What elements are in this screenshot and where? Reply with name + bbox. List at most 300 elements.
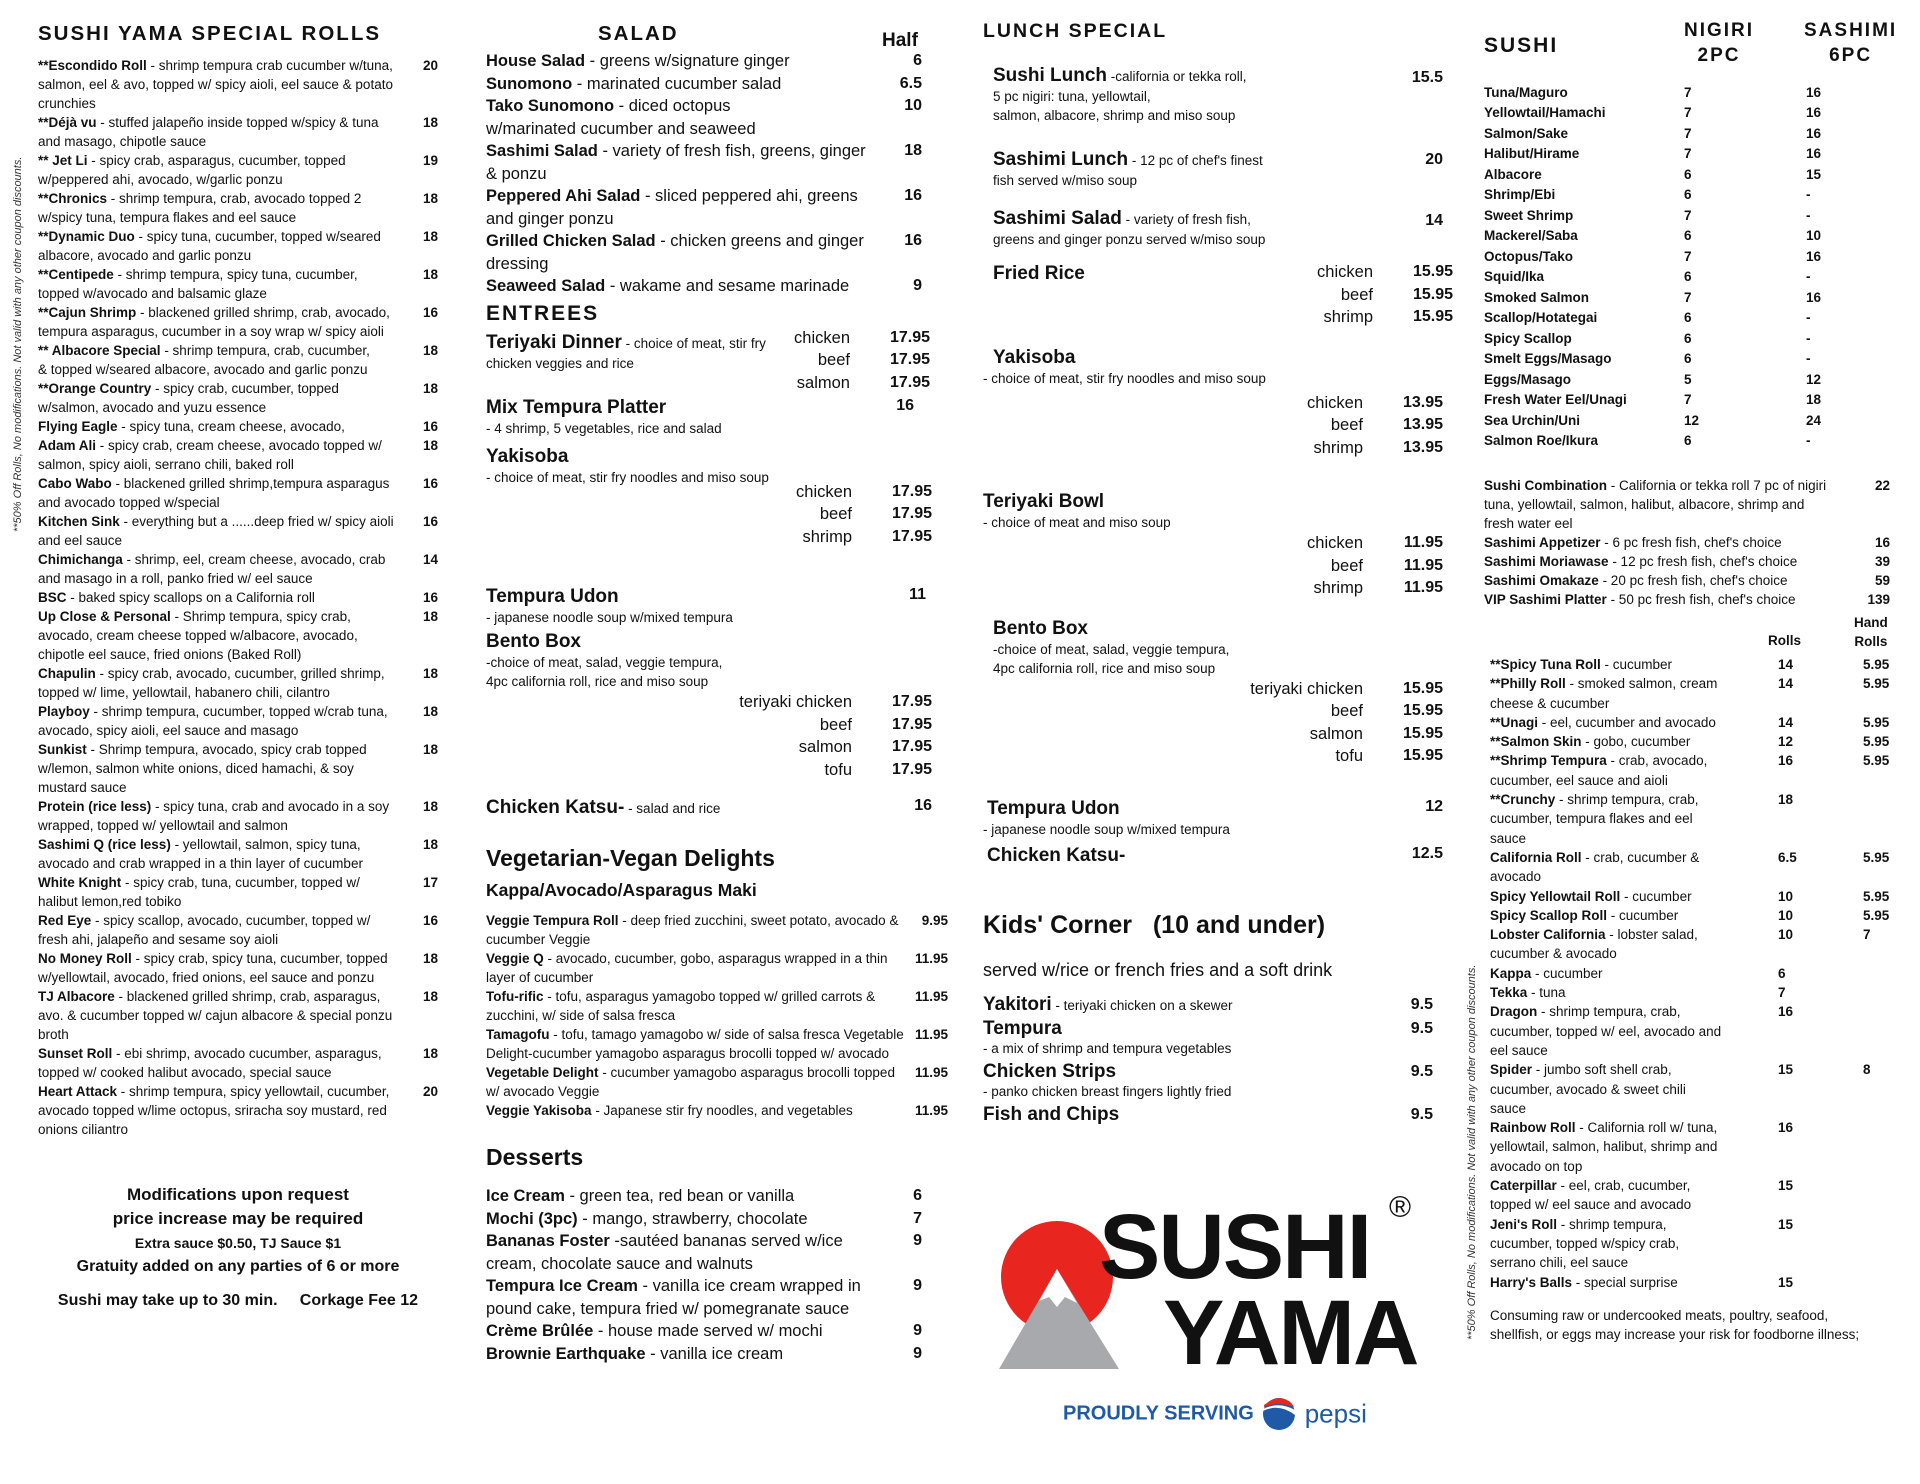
sashimi-price: - (1806, 351, 1811, 367)
sushi-name: Fresh Water Eel/Unagi (1484, 392, 1627, 408)
sushi-name: Octopus/Tako (1484, 248, 1574, 264)
salad-item-desc: - variety of fresh fish, greens, ginger & ponzu (486, 142, 866, 183)
salad-item-desc: - marinated cucumber salad (572, 74, 782, 93)
kids-subtitle: served w/rice or french fries and a soft drink (983, 959, 1333, 980)
teriyaki-options (770, 329, 930, 397)
entree-bento-box (486, 631, 952, 783)
special-roll-item-name: Cabo Wabo (38, 476, 112, 491)
special-roll-item-name: **Déjà vu (38, 115, 97, 130)
bento-option-name: tofu (824, 760, 852, 779)
special-roll-item-price: 20 (422, 1084, 438, 1099)
veg-subtitle: Kappa/Avocado/Asparagus Maki (486, 880, 757, 900)
special-roll-item-desc: - shrimp tempura, spicy yellowtail, cucumber, avocado topped w/lime octopus, sriracha soy mustard, red onions ciliantro (38, 1084, 390, 1137)
roll-price: 16 (1778, 1120, 1794, 1136)
teriyaki-option-name: beef (817, 351, 850, 369)
sashimi-price: 16 (1806, 125, 1822, 141)
veg-item-price: 11.95 (914, 951, 948, 966)
special-roll-item (38, 436, 438, 474)
special-roll-item (38, 113, 438, 151)
teriyaki-bowl-desc: - choice of meat and miso soup (983, 515, 1171, 530)
veg-item-price: 11.95 (914, 989, 948, 1004)
fried-rice-option-price: 15.95 (1412, 308, 1453, 325)
roll-item (1490, 887, 1890, 906)
roll-price: 6 (1778, 965, 1786, 981)
sushi-name: Eggs/Masago (1484, 371, 1572, 387)
combo-item-desc: - 50 pc fresh fish, chef's choice (1606, 592, 1796, 607)
hand-roll-price: 5.95 (1863, 734, 1890, 750)
veg-item-name: Veggie Q (486, 951, 544, 966)
lunch-yakisoba-desc: - choice of meat, stir fry noodles and miso soup (983, 370, 1266, 386)
fried-rice-option-name: beef (1340, 285, 1373, 304)
dessert-item-desc: -sautéed bananas served w/ice cream, chocolate sauce and walnuts (486, 1232, 843, 1273)
special-roll-item-name: Adam Ali (38, 438, 97, 453)
special-roll-item (38, 664, 438, 702)
veg-item (486, 987, 948, 1025)
sushi-name: Albacore (1484, 166, 1542, 182)
salad-item-price: 6 (913, 52, 922, 69)
teriyaki-bowl-name: Teriyaki Bowl (983, 491, 1105, 512)
combo-item (1484, 476, 1890, 533)
special-roll-item (38, 550, 438, 588)
dessert-item (486, 1185, 932, 1208)
roll-item (1490, 732, 1890, 751)
teriyaki-option-price: 17.95 (889, 328, 930, 346)
entree-chicken-katsu (486, 797, 952, 819)
salad-item (486, 95, 932, 140)
special-roll-item-desc: - shrimp tempura crab cucumber w/tuna, salmon, eel & avo, topped w/ spicy aioli, eel sauce & potato crunchies (38, 58, 393, 111)
nigiri-price: 7 (1684, 392, 1692, 408)
special-roll-item-desc: - spicy crab, spicy tuna, cucumber, topped w/yellowtail, avocado, fried onions, eel sauce and ponzu (38, 951, 388, 985)
lunch-udon-desc: - japanese noodle soup w/mixed tempura (983, 821, 1230, 837)
combo-item (1484, 533, 1890, 552)
combo-list (1484, 476, 1890, 609)
nigiri-price: 6 (1684, 351, 1692, 367)
lunch-yakisoba-option (1273, 439, 1443, 462)
salad-item (486, 185, 932, 230)
hand-rolls-header: Hand Rolls (1854, 615, 1888, 649)
special-roll-item (38, 56, 438, 113)
pepsi-banner (1063, 1397, 1453, 1437)
salad-list (486, 50, 932, 298)
sushi-name: Spicy Scallop (1484, 330, 1572, 346)
veg-item-name: Veggie Tempura Roll (486, 913, 619, 928)
salad-title: SALAD (598, 22, 679, 45)
lunch-yakisoba-option-price: 13.95 (1402, 416, 1443, 433)
teriyaki-dinner-desc: - choice of meat, stir fry chicken veggies and rice (486, 335, 766, 371)
dessert-item (486, 1230, 932, 1275)
roll-name: Spicy Yellowtail Roll (1490, 888, 1621, 904)
combo-item (1484, 571, 1890, 590)
special-roll-item-desc: - yellowtail, salmon, spicy tuna, avocado and crab wrapped in a thin layer of cucumber (38, 837, 363, 871)
salad-item (486, 230, 932, 275)
special-roll-item-name: **Chronics (38, 191, 108, 206)
bento-option-name: salmon (798, 738, 852, 756)
roll-price: 18 (1778, 792, 1794, 808)
special-roll-item-desc: - everything but a ......deep fried w/ spicy aioli and eel sauce (38, 514, 394, 548)
fried-rice-options (1283, 263, 1453, 331)
lunch-bento-option (1219, 747, 1443, 770)
special-roll-item-price: 18 (422, 438, 438, 453)
kids-item-desc: - teriyaki chicken on a skewer (1051, 997, 1233, 1013)
roll-list (1490, 655, 1904, 1292)
roll-desc: - gobo, cucumber (1581, 734, 1691, 750)
entree-yakisoba-name: Yakisoba (486, 445, 569, 467)
kids-item-name: Yakitori (983, 993, 1052, 1015)
special-roll-item-desc: - shrimp tempura, spicy tuna, cucumber, topped w/avocado and balsamic glaze (38, 267, 358, 301)
special-roll-item-name: Sunkist (38, 742, 87, 757)
dessert-item-price: 6 (913, 1187, 922, 1204)
roll-price: 10 (1778, 907, 1794, 923)
teriyaki-dinner (486, 329, 952, 393)
sashimi-price: 16 (1806, 289, 1822, 305)
roll-item (1490, 1002, 1794, 1060)
sashimi-price: 15 (1806, 166, 1822, 182)
lunch-bento-option-name: teriyaki chicken (1250, 679, 1363, 698)
roll-price: 16 (1778, 753, 1794, 769)
kids-item (983, 1062, 1443, 1101)
entree-udon-price: 11 (909, 586, 926, 603)
special-roll-item-name: White Knight (38, 875, 122, 890)
teriyaki-bowl-option-name: chicken (1307, 534, 1363, 552)
fried-rice-option-price: 15.95 (1412, 285, 1453, 303)
sushi-column (1484, 0, 1904, 1345)
roll-desc: - cucumber (1620, 888, 1692, 904)
fried-rice-name: Fried Rice (993, 263, 1085, 284)
hand-roll-price: 8 (1863, 1062, 1871, 1078)
special-roll-item (38, 987, 438, 1044)
kids-item (983, 995, 1443, 1015)
lunch-bento-option-name: beef (1330, 702, 1363, 720)
special-roll-item-desc: - blackened grilled shrimp,tempura asparagus and avocado topped w/special (38, 476, 390, 510)
lunch-katsu-price: 12.5 (1411, 844, 1443, 862)
roll-item (1490, 983, 1786, 1002)
hand-roll-price: 5.95 (1863, 907, 1890, 923)
pepsi-globe-icon (1262, 1397, 1296, 1431)
lunch-bento-option-price: 15.95 (1402, 702, 1443, 719)
combo-item-name: Sashimi Moriawase (1484, 554, 1609, 569)
dessert-item-price: 9 (913, 1277, 922, 1294)
nigiri-price: 6 (1684, 433, 1692, 449)
nigiri-price: 6 (1684, 166, 1692, 182)
teriyaki-bowl-option-name: shrimp (1313, 579, 1363, 597)
teriyaki-bowl-option (1267, 557, 1443, 580)
entree-yakisoba (486, 446, 952, 551)
kids-item-price: 9.5 (1410, 1019, 1433, 1037)
special-roll-item-desc: - Shrimp tempura, spicy crab, avocado, cream cheese topped w/albacore, avocado, chipotle eel sauce, fried onions (Baked Roll) (38, 609, 358, 662)
kids-item-desc: - panko chicken breast fingers lightly fried (983, 1083, 1232, 1099)
special-roll-item-price: 19 (422, 153, 438, 168)
sushi-row (1484, 205, 1866, 226)
nigiri-price: 6 (1684, 310, 1692, 326)
dessert-item-price: 7 (913, 1209, 922, 1227)
sushi-lunch (983, 65, 1453, 125)
sushi-row (1484, 164, 1866, 185)
nigiri-price: 6 (1684, 330, 1692, 346)
special-roll-item (38, 873, 438, 911)
registered-mark: ® (1389, 1190, 1412, 1224)
fried-rice-option-name: shrimp (1323, 308, 1373, 326)
salad-item-name: Peppered Ahi Salad (486, 187, 641, 205)
dessert-item-desc: - vanilla ice cream (645, 1344, 784, 1363)
nigiri-price: 5 (1684, 371, 1692, 387)
salad-item-price: 16 (904, 232, 922, 249)
special-roll-item-desc: - shrimp tempura, crab, avocado topped 2 w/spicy tuna, tempura flakes and eel sauce (38, 191, 362, 225)
salad-item (486, 275, 932, 298)
teriyaki-option (770, 329, 930, 352)
sushi-row (1484, 103, 1866, 124)
kids-list (983, 995, 1443, 1125)
kids-item (983, 1019, 1443, 1058)
salad-item-name: Sashimi Salad (486, 142, 598, 160)
lunch-fried-rice (983, 263, 1453, 331)
sushi-row (1484, 246, 1866, 267)
special-roll-item-price: 16 (422, 305, 438, 320)
special-rolls-column (38, 0, 438, 1313)
lunch-udon-name: Tempura Udon (987, 797, 1120, 819)
roll-price: 12 (1778, 734, 1794, 750)
special-roll-item-desc: - blackened grilled shrimp, crab, avocado, tempura asparagus, cucumber in a soy wrap w/ spicy aioli (38, 305, 390, 339)
kids-item-price: 9.5 (1410, 1105, 1433, 1123)
sushi-row (1484, 226, 1866, 247)
lunch-yakisoba-option-price: 13.95 (1402, 393, 1443, 411)
sushi-name: Mackerel/Saba (1484, 228, 1578, 244)
veg-item-name: Veggie Yakisoba (486, 1103, 592, 1118)
special-roll-item-name: Sunset Roll (38, 1046, 113, 1061)
salad-item (486, 50, 932, 73)
veg-item-desc: - Japanese stir fry noodles, and vegetables (591, 1103, 853, 1118)
combo-item-name: Sashimi Appetizer (1484, 535, 1601, 550)
special-roll-item-name: **Escondido Roll (38, 58, 147, 73)
lunch-sashimi-salad-desc: - variety of fresh fish, greens and ginger ponzu served w/miso soup (993, 212, 1266, 247)
lunch-teriyaki-bowl (983, 491, 1453, 602)
salad-item-name: Tako Sunomono (486, 97, 615, 115)
special-roll-item-price: 18 (422, 191, 438, 206)
lunch-yakisoba-option (1273, 394, 1443, 417)
lunch-chicken-katsu (983, 845, 1453, 867)
sashimi-price: 16 (1806, 146, 1822, 162)
lunch-bento-option (1219, 680, 1443, 703)
bento-options (712, 693, 932, 783)
veg-item-price: 11.95 (914, 1027, 948, 1042)
special-roll-item-name: Heart Attack (38, 1084, 118, 1099)
sushi-row (1484, 369, 1866, 390)
roll-price: 10 (1778, 927, 1794, 943)
special-roll-item-name: Chimichanga (38, 552, 123, 567)
kids-item-price: 9.5 (1410, 995, 1433, 1013)
dessert-item-name: Brownie Earthquake (486, 1344, 646, 1363)
veg-item-desc: - tofu, asparagus yamagobo topped w/ grilled carrots & zucchini, w/ side of salsa fresca (486, 989, 876, 1023)
combo-item-desc: - 12 pc fresh fish, chef's choice (1608, 554, 1798, 569)
special-roll-item-price: 17 (422, 875, 438, 890)
special-roll-item-price: 18 (422, 267, 438, 282)
roll-name: Caterpillar (1490, 1178, 1557, 1194)
teriyaki-bowl-option-price: 11.95 (1403, 556, 1443, 574)
roll-name: **Spicy Tuna Roll (1490, 657, 1601, 672)
roll-item (1490, 655, 1890, 674)
entree-katsu-desc: - salad and rice (624, 801, 721, 816)
dessert-item-desc: - vanilla ice cream wrapped in pound cake, tempura fried w/ pomegranate sauce (486, 1277, 861, 1318)
lunch-katsu-name: Chicken Katsu- (987, 844, 1126, 866)
pepsi-tagline: PROUDLY SERVING (1063, 1402, 1254, 1424)
veg-item-price: 11.95 (914, 1065, 948, 1080)
hand-roll-price: 5.95 (1863, 849, 1890, 865)
veg-item-name: Tamagofu (486, 1027, 550, 1042)
salad-item-name: Grilled Chicken Salad (486, 232, 656, 250)
nigiri-price: 6 (1684, 269, 1692, 285)
special-roll-item (38, 512, 438, 550)
salad-item-desc: - diced octopus w/marinated cucumber and seaweed (486, 97, 756, 138)
teriyaki-bowl-option-price: 11.95 (1403, 534, 1443, 551)
special-roll-item-name: **Cajun Shrimp (38, 305, 137, 320)
sushi-name: Sea Urchin/Uni (1484, 412, 1581, 428)
sashimi-price: 16 (1806, 248, 1822, 264)
special-roll-item-price: 18 (422, 742, 438, 757)
roll-price: 14 (1778, 714, 1794, 730)
sashimi-price: - (1806, 433, 1811, 449)
special-roll-item-price: 18 (422, 666, 438, 681)
special-roll-item-desc: - spicy crab, avocado, cucumber, grilled shrimp, topped w/ lime, yellowtail, habanero chili, cilantro (38, 666, 385, 700)
roll-price: 16 (1778, 1004, 1794, 1020)
fried-rice-option (1283, 263, 1453, 286)
roll-item (1490, 925, 1871, 964)
lunch-bento-desc: -choice of meat, salad, veggie tempura, 4pc california roll, rice and miso soup (993, 641, 1230, 676)
yakisoba-options (778, 483, 932, 551)
roll-name: Dragon (1490, 1004, 1538, 1020)
veg-item (486, 1101, 948, 1120)
dessert-item-name: Mochi (3pc) (486, 1209, 578, 1228)
kids-item-name: Chicken Strips (983, 1060, 1117, 1082)
roll-name: California Roll (1490, 849, 1582, 865)
sushi-name: Salmon Roe/Ikura (1484, 433, 1599, 449)
sushi-name: Shrimp/Ebi (1484, 187, 1556, 203)
roll-name: **Salmon Skin (1490, 734, 1582, 750)
lunch-yakisoba-option-name: chicken (1307, 393, 1363, 412)
veg-item-desc: - deep fried zucchini, sweet potato, avocado & cucumber Veggie (486, 913, 899, 947)
salad-item-desc: - wakame and sesame marinade (605, 277, 850, 295)
dessert-item-desc: - mango, strawberry, chocolate (577, 1209, 808, 1228)
salad-item-desc: - greens w/signature ginger (585, 52, 790, 70)
roll-name: **Unagi (1490, 714, 1539, 730)
yakisoba-option-name: shrimp (802, 527, 852, 546)
lunch-bento-box (983, 618, 1453, 770)
salad-half-label: Half (882, 30, 918, 51)
veg-item-desc: - tofu, tamago yamagobo w/ side of salsa fresca Vegetable Delight-cucumber yamagobo asparagus brocolli topped w/ avocado (486, 1027, 904, 1061)
special-roll-item-desc: - spicy tuna, cream cheese, avocado, (117, 419, 345, 434)
bento-option-price: 17.95 (891, 738, 932, 755)
rolls-header: Rolls (1768, 633, 1802, 648)
nigiri-price: 12 (1684, 412, 1700, 428)
nigiri-price: 6 (1684, 187, 1692, 203)
veg-item (486, 1025, 948, 1063)
sashimi-lunch-desc: - 12 pc of chef's finest fish served w/miso soup (993, 153, 1263, 188)
entree-bento-name: Bento Box (486, 631, 581, 652)
dessert-list (486, 1185, 932, 1365)
special-roll-item (38, 151, 438, 189)
special-roll-item-desc: - spicy crab, tuna, cucumber, topped w/ halibut lemon,red tobiko (38, 875, 360, 909)
veg-item-price: 11.95 (914, 1103, 948, 1118)
special-roll-item (38, 835, 438, 873)
logo-line-2: YAMA (1163, 1281, 1418, 1384)
special-roll-item-price: 18 (422, 1046, 438, 1061)
special-roll-item-name: Kitchen Sink (38, 514, 120, 529)
footer-line-5b: Corkage Fee 12 (299, 1292, 419, 1309)
special-roll-item (38, 740, 438, 797)
lunch-yakisoba-option-name: shrimp (1313, 438, 1363, 457)
special-roll-item-price: 16 (422, 590, 438, 605)
kids-title: Kids' Corner (10 and under) (983, 910, 1326, 939)
teriyaki-bowl-option (1267, 579, 1443, 602)
veg-item-desc: - cucumber yamagobo asparagus brocolli topped w/ avocado Veggie (486, 1065, 895, 1099)
combo-item-desc: - California or tekka roll 7 pc of nigiri tuna, yellowtail, salmon, halibut, albacore, shrimp and fresh water eel (1484, 478, 1827, 531)
teriyaki-option (770, 351, 930, 374)
combo-item-desc: - 20 pc fresh fish, chef's choice (1598, 573, 1788, 588)
veg-item (486, 1063, 948, 1101)
special-roll-item-name: Flying Eagle (38, 419, 118, 434)
sashimi-price: 18 (1806, 392, 1822, 408)
yakisoba-option-name: beef (819, 505, 852, 523)
roll-name: Jeni's Roll (1490, 1216, 1557, 1232)
roll-price: 15 (1778, 1274, 1794, 1290)
sushi-name: Smoked Salmon (1484, 289, 1590, 305)
kids-item-price: 9.5 (1410, 1062, 1433, 1080)
yakisoba-option (778, 483, 932, 506)
veg-title: Vegetarian-Vegan Delights (486, 845, 775, 871)
teriyaki-option-name: salmon (796, 373, 850, 392)
sushi-row (1484, 328, 1866, 349)
discount-notice-right: **50% Off Rolls, No modifications. Not valid with any other coupon discounts. (1466, 964, 1478, 1340)
hand-roll-price: 5.95 (1863, 714, 1890, 730)
discount-notice-left: **50% Off Rolls, No modifications. Not valid with any other coupon discounts. (12, 156, 24, 532)
roll-price: 15 (1778, 1062, 1794, 1078)
roll-item (1490, 751, 1890, 790)
teriyaki-dinner-name: Teriyaki Dinner (486, 331, 622, 353)
special-roll-item-name: Protein (rice less) (38, 799, 152, 814)
special-roll-item-desc: - spicy crab, cream cheese, avocado topped w/ salmon, spicy aioli, serrano chili, baked roll (38, 438, 382, 472)
combo-item (1484, 552, 1890, 571)
roll-desc: - crab, cucumber & avocado (1490, 849, 1700, 885)
salad-item-name: Seaweed Salad (486, 277, 606, 295)
yakisoba-option-price: 17.95 (891, 505, 932, 522)
special-roll-item (38, 1044, 438, 1082)
special-roll-item-desc: - shrimp tempura, cucumber, topped w/crab tuna, avocado, spicy aioli, eel sauce and masago (38, 704, 388, 738)
special-roll-item-name: Up Close & Personal (38, 609, 171, 624)
roll-price: 14 (1778, 676, 1794, 692)
special-roll-item (38, 189, 438, 227)
sushi-name: Halibut/Hirame (1484, 146, 1580, 162)
footer-line-4: Gratuity added on any parties of 6 or more (76, 1258, 400, 1275)
combo-item-price: 39 (1874, 554, 1890, 569)
nigiri-price: 7 (1684, 146, 1692, 162)
kids-item-desc: - a mix of shrimp and tempura vegetables (983, 1040, 1232, 1056)
kids-item (983, 1105, 1443, 1125)
hand-roll-price: 5.95 (1863, 657, 1890, 672)
hand-roll-price: 5.95 (1863, 753, 1890, 769)
salad-item-desc: - chicken greens and ginger dressing (486, 232, 864, 273)
special-roll-item (38, 911, 438, 949)
hand-roll-price: 5.95 (1863, 676, 1890, 692)
special-roll-item-desc: - shrimp, eel, cream cheese, avocado, crab and masago in a roll, panko fried w/ eel sauce (38, 552, 386, 586)
lunch-yakisoba (983, 347, 1453, 462)
sashimi-price: 16 (1806, 84, 1822, 100)
lunch-yakisoba-options (1273, 394, 1443, 462)
veg-item-desc: - avocado, cucumber, gobo, asparagus wrapped in a thin layer of cucumber (486, 951, 888, 985)
special-roll-item-name: Sashimi Q (rice less) (38, 837, 171, 852)
dessert-item-name: Crème Brûlée (486, 1322, 594, 1340)
special-roll-item-price: 18 (422, 115, 438, 130)
sashimi-price: 24 (1806, 412, 1822, 428)
combo-item-name: Sushi Combination (1484, 478, 1607, 493)
nigiri-price: 6 (1684, 228, 1692, 244)
